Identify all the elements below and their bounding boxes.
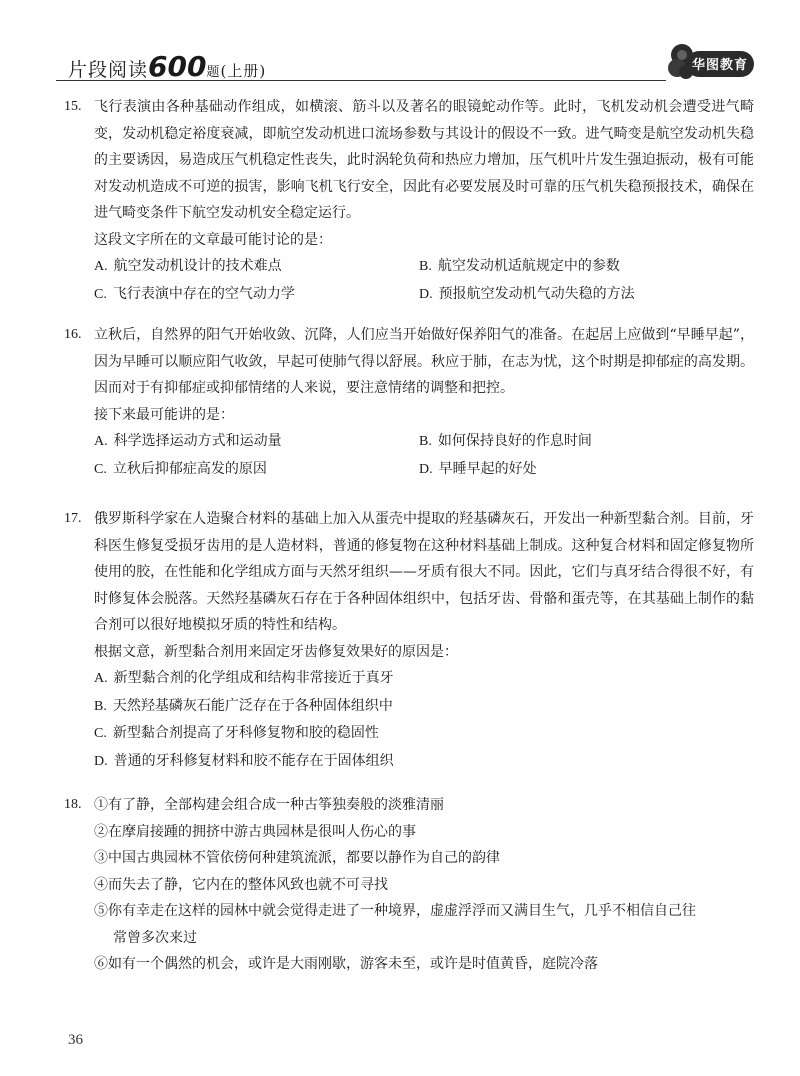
question-number: 18. xyxy=(64,797,82,812)
sentence-2: ②在摩肩接踵的拥挤中游古典园林是很叫人伤心的事 xyxy=(94,823,416,840)
sentence-5: ⑤你有幸走在这样的园林中就会觉得走进了一种境界，虚虚浮浮而又满目生气，几乎不相信自己往 xyxy=(94,903,696,919)
option-a[interactable]: A. 航空发动机设计的技术难点 xyxy=(94,258,282,274)
option-b[interactable]: B. 航空发动机适航规定中的参数 xyxy=(419,258,620,274)
question-number: 15. xyxy=(64,99,82,114)
options xyxy=(94,665,754,775)
sentence-6: ⑥如有一个偶然的机会，或许是大雨刚歇，游客未至，或许是时值黄昏，庭院冷落 xyxy=(94,956,598,972)
book-title-number: 600 xyxy=(148,50,207,83)
question-15 xyxy=(64,94,754,308)
book-title-volume: (上册) xyxy=(220,62,267,80)
option-b[interactable]: B. 如何保持良好的作息时间 xyxy=(419,433,592,449)
logo-text: 华图教育 xyxy=(691,58,748,73)
option-d[interactable]: D. 早睡早起的好处 xyxy=(419,460,537,477)
option-c[interactable]: C. 飞行表演中存在的空气动力学 xyxy=(94,285,295,302)
sentence-5-continued: 常曾多次来过 xyxy=(113,929,197,946)
question-prompt: 根据文意，新型黏合剂用来固定牙齿修复效果好的原因是： xyxy=(94,643,458,660)
option-c[interactable]: C. 立秋后抑郁症高发的原因 xyxy=(94,460,267,477)
question-number: 17. xyxy=(64,511,82,526)
options xyxy=(94,253,754,308)
option-a[interactable]: A. 科学选择运动方式和运动量 xyxy=(94,433,282,449)
option-d[interactable]: D. 预报航空发动机气动失稳的方法 xyxy=(419,285,635,302)
question-16 xyxy=(64,322,754,483)
sentence-4: ④而失去了静，它内在的整体风致也就不可寻找 xyxy=(94,876,388,893)
question-stem: 飞行表演由各种基础动作组成，如横滚、筋斗以及著名的眼镜蛇动作等。此时，飞机发动机会遭受进气畸变，发动机稳定裕度衰减，即航空发动机进口流场参数与其设计的假设不一致。进气畸变是航空发动机失稳的主要诱因，易造成压气机稳定性丧失，此时涡轮负荷和热应力增加，压气机叶片发生强迫振动，极有可能对发动机造成不可逆的损害，影响飞机飞行安全，因此有必要发展及时可靠的压气机失稳预报技术，确保在进气畸变条件下航空发动机安全稳定运行。 xyxy=(94,99,754,221)
question-prompt: 接下来最可能讲的是： xyxy=(94,406,234,423)
book-title-unit: 题 xyxy=(206,65,221,80)
options xyxy=(94,428,754,483)
option-a[interactable]: A. 新型黏合剂的化学组成和结构非常接近于真牙 xyxy=(94,670,394,686)
question-number: 16. xyxy=(64,327,82,342)
option-d[interactable]: D. 普通的牙科修复材料和胶不能存在于固体组织 xyxy=(94,752,394,769)
book-title xyxy=(68,50,266,83)
sentence-1: ①有了静，全部构建会组合成一种古筝独奏般的淡雅清丽 xyxy=(94,797,444,813)
question-18 xyxy=(64,792,754,978)
book-title-prefix: 片段阅读 xyxy=(68,59,149,81)
question-prompt: 这段文字所在的文章最可能讨论的是： xyxy=(94,231,332,248)
question-17 xyxy=(64,506,754,775)
sentence-3: ③中国古典园林不管依傍何种建筑流派，都要以静作为自己的韵律 xyxy=(94,850,500,866)
page-header xyxy=(56,42,756,92)
page-number: 36 xyxy=(68,1032,83,1048)
question-stem: 俄罗斯科学家在人造聚合材料的基础上加入从蛋壳中提取的羟基磷灰石，开发出一种新型黏合剂。目前，牙科医生修复受损牙齿用的是人造材料，普通的修复物在这种材料基础上制成。这种复合材料和固定修复物所使用的胶，在性能和化学组成方面与天然牙组织——牙质有很大不同。因此，它们与真牙结合得很不好，有时修复体会脱落。天然羟基磷灰石存在于各种固体组织中，包括牙齿、骨骼和蛋壳等，在其基础上制作的黏合剂可以很好地模拟牙质的特性和结构。 xyxy=(94,511,754,633)
option-c[interactable]: C. 新型黏合剂提高了牙科修复物和胶的稳固性 xyxy=(94,725,379,741)
question-stem: 立秋后，自然界的阳气开始收敛、沉降，人们应当开始做好保养阳气的准备。在起居上应做到“早睡早起”，因为早睡可以顺应阳气收敛，早起可使肺气得以舒展。秋应于肺，在志为忧，这个时期是抑郁症的高发期。因而对于有抑郁症或抑郁情绪的人来说，要注意情绪的调整和把控。 xyxy=(94,327,754,396)
publisher-logo xyxy=(664,42,756,82)
option-b[interactable]: B. 天然羟基磷灰石能广泛存在于各种固体组织中 xyxy=(94,697,393,714)
header-rule xyxy=(56,80,666,81)
